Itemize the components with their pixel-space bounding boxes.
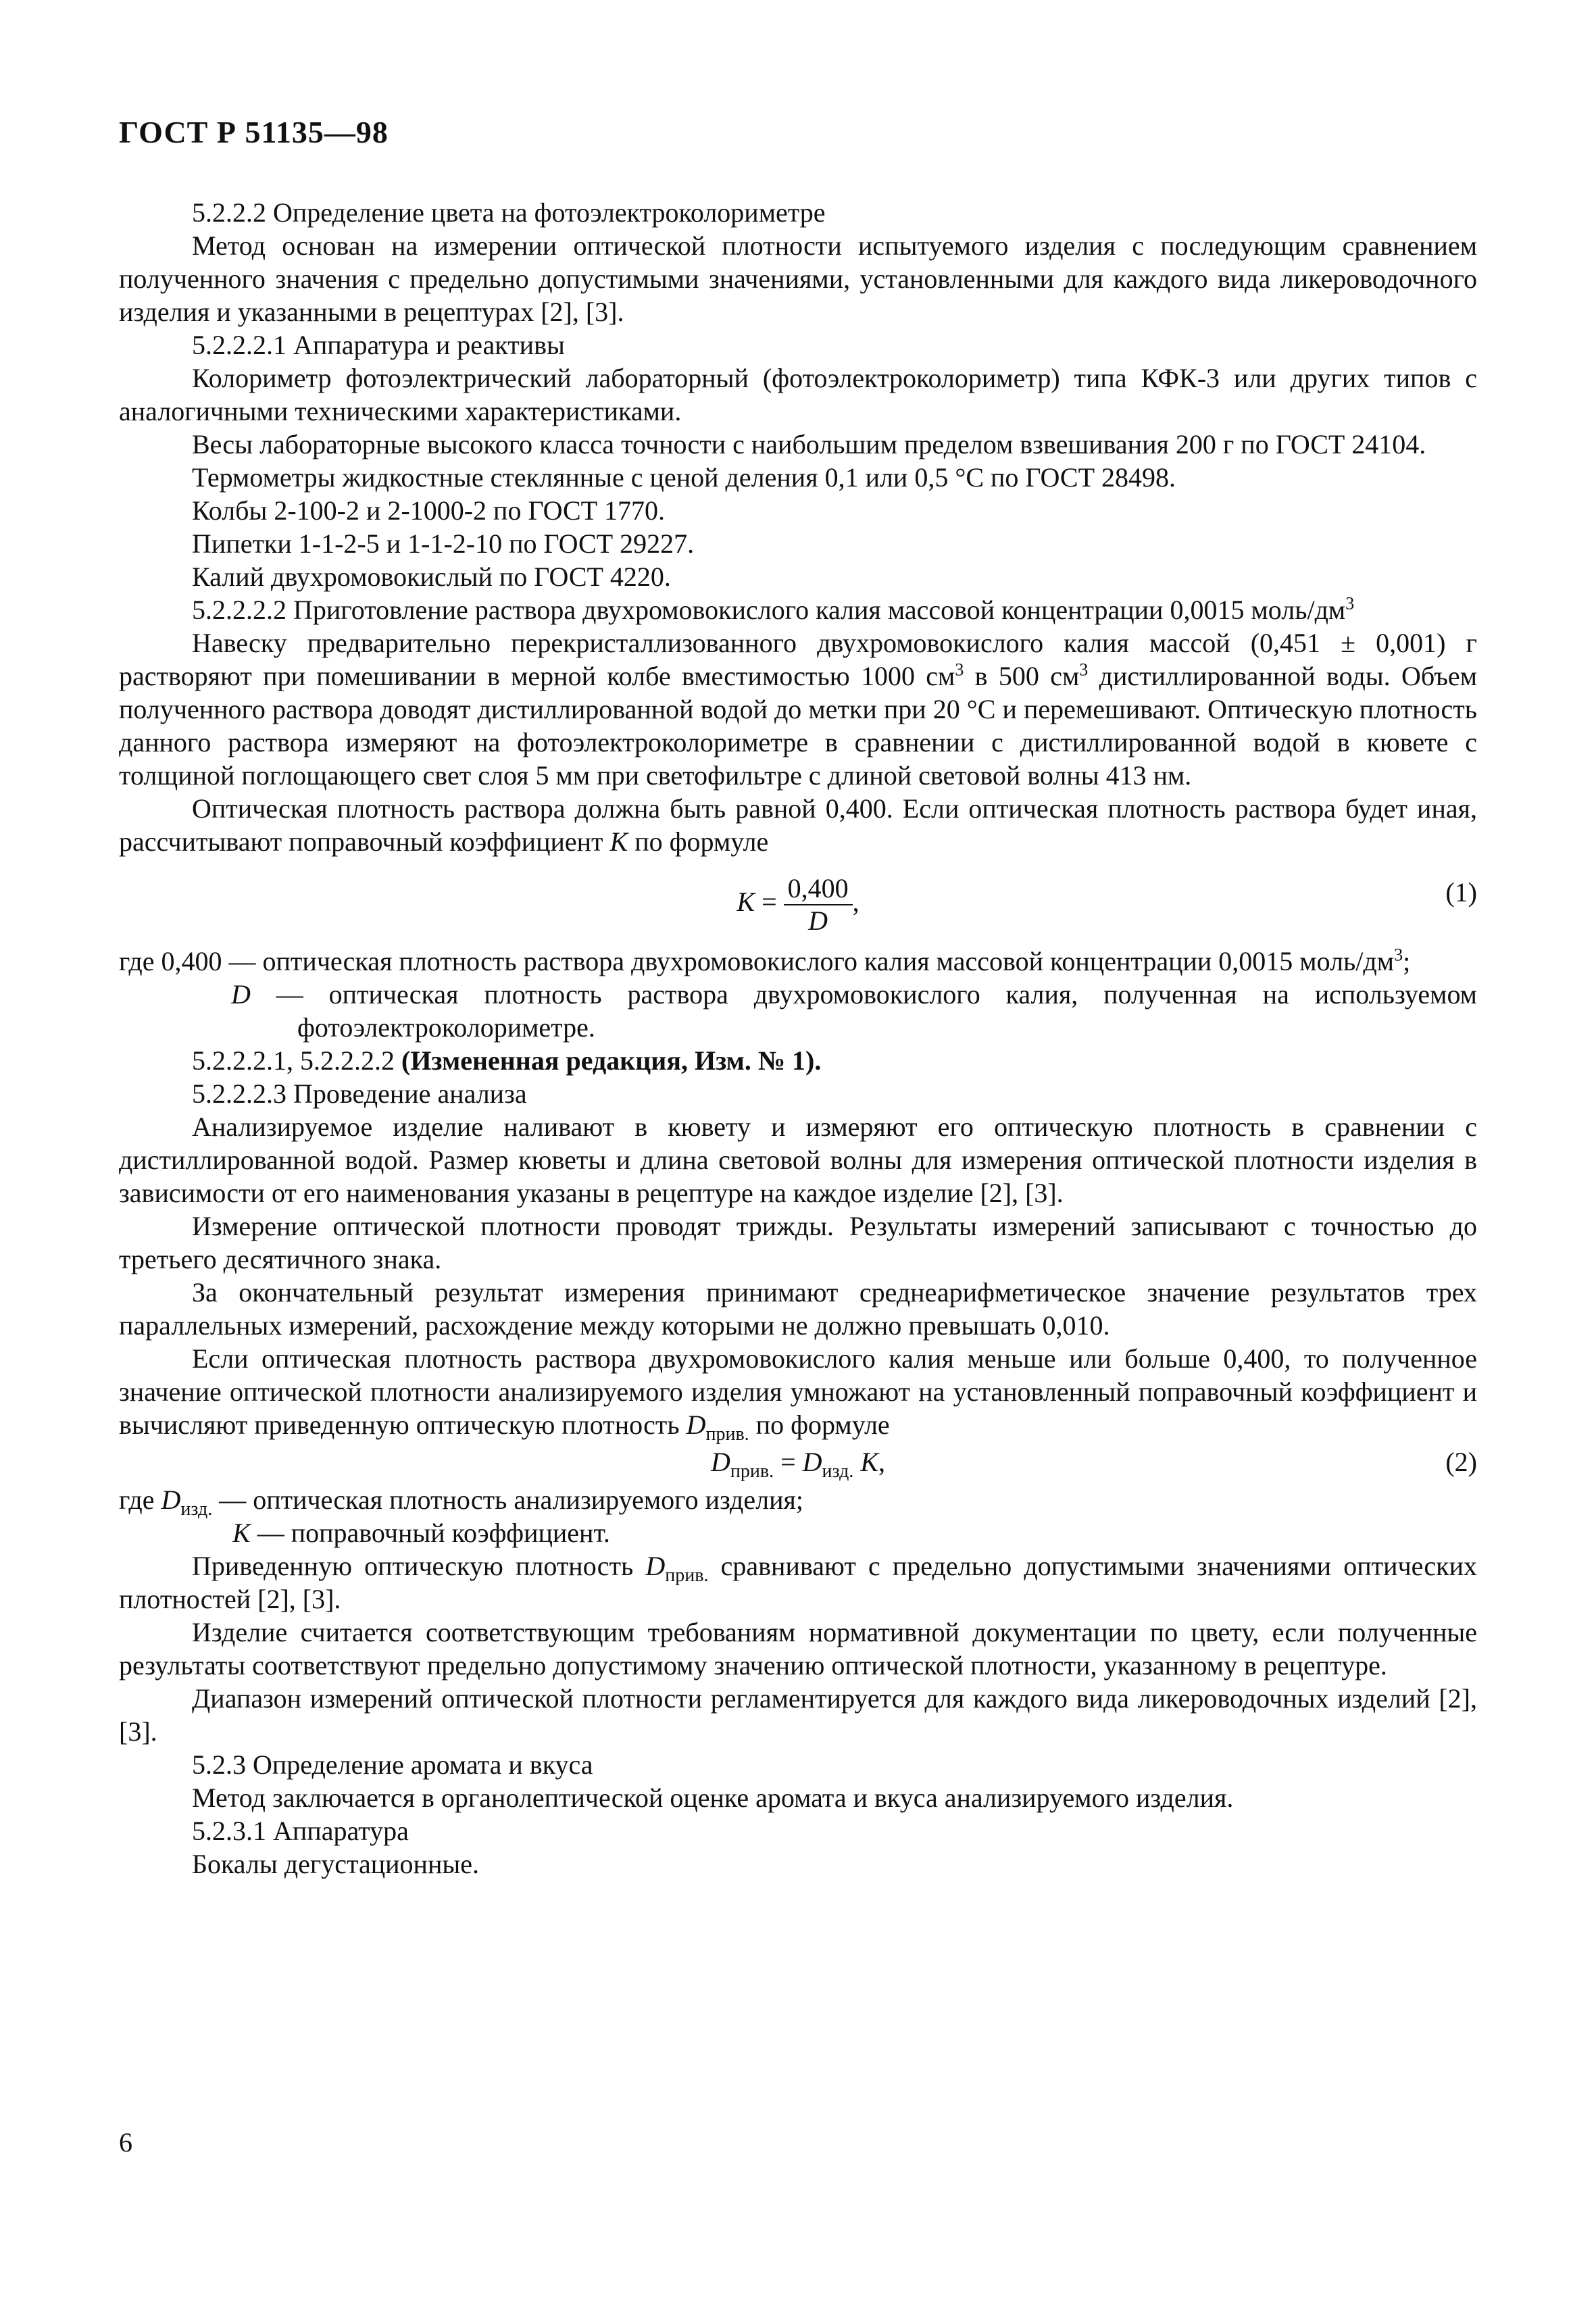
paragraph: Калий двухромовокислый по ГОСТ 4220. [192,562,671,592]
formula-trail: , [878,1447,886,1477]
paragraph: Пипетки 1-1-2-5 и 1-1-2-10 по ГОСТ 29227. [192,528,695,559]
subscript: изд. [822,1461,854,1482]
formula-rhs: D [802,1447,822,1477]
text-run: ; [1403,946,1411,976]
formula-trail: , [852,887,859,918]
text-run: где 0,400 — оптическая плотность раствора двухромовокислого калия массовой концентрации 0,0015 моль/дм [119,946,1395,976]
superscript: 3 [1079,659,1089,680]
subscript: изд. [180,1499,213,1520]
subscript: прив. [665,1565,709,1586]
amendment-note [119,1044,1477,1077]
variable-k: K [609,826,628,857]
where-clause [119,945,1477,978]
section-heading: 5.2.2.2.1 Аппаратура и реактивы [192,330,565,360]
paragraph: Метод основан на измерении оптической плотности испытуемого изделия с последующим сравнением полученного значения с предельно допустимыми значениями, установленными для каждого вида ликероводочного изделия и указанными в рецептурах [2], [3]. [119,230,1477,327]
where-clause [119,978,1477,1044]
formula-1 [119,861,1477,941]
variable-d: D [231,979,251,1010]
formula-lhs: D [710,1447,730,1477]
paragraph: Бокалы дегустационные. [192,1849,479,1879]
superscript: 3 [1394,945,1403,965]
amendment-label: (Измененная редакция, Изм. № 1). [401,1045,822,1076]
paragraph: За окончательный результат измерения принимают среднеарифметическое значение результатов трех параллельных измерений, расхождение между которыми не должно превышать 0,010. [119,1277,1477,1341]
where-clause [119,1516,1477,1549]
paragraph: Колориметр фотоэлектрический лабораторный (фотоэлектроколориметр) типа КФК-3 или других типов с аналогичными техническими характеристиками. [119,363,1477,426]
paragraph: Метод заключается в органолептической оценке аромата и вкуса анализируемого изделия. [192,1783,1234,1813]
text-run: Навеску предварительно перекристаллизованного двухромовокислого калия массой (0,451 ± 0,001) г растворяют при помешивании в мерной колбе вместимостью 1000 см [119,628,1477,691]
paragraph: Изделие считается соответствующим требованиям нормативной документации по цвету, если полученные результаты соответствуют предельно допустимому значению оптической плотности, указанному в рецептуре. [119,1617,1477,1681]
paragraph [119,792,1477,858]
paragraph: Весы лабораторные высокого класса точности с наибольшим пределом взвешивания 200 г по ГОСТ 24104. [192,429,1426,459]
text-run: Приведенную оптическую плотность [192,1551,646,1581]
variable-d: D [645,1551,666,1581]
formula-body [119,1445,1477,1482]
section-heading: 5.2.3.1 Аппаратура [192,1816,409,1846]
fraction-denominator: D [808,905,828,936]
formula-equals: = [774,1447,803,1477]
text-run: 5.2.2.2.1, 5.2.2.2.2 [192,1045,401,1076]
paragraph: Термометры жидкостные стеклянные с ценой деления 0,1 или 0,5 °С по ГОСТ 28498. [192,462,1176,493]
fraction-numerator: 0,400 [784,873,853,905]
section-heading: 5.2.2.2 Определение цвета на фотоэлектроколориметре [192,197,826,228]
formula-lhs: K [737,887,755,918]
subscript: прив. [730,1461,774,1482]
formula-number: (2) [1445,1447,1477,1477]
section-heading: 5.2.3 Определение аромата и вкуса [192,1749,593,1780]
formula-k: K [853,1447,879,1477]
formula-2 [119,1441,1477,1483]
formula-equals: = [755,887,784,918]
paragraph [119,626,1477,792]
text-run: по формуле [628,826,769,857]
text-run: — оптическая плотность раствора двухромовокислого калия, полученная на используемом фотоэлектроколориметре. [250,979,1477,1043]
fraction [784,873,853,937]
section-heading: 5.2.2.2.3 Проведение анализа [192,1078,527,1109]
text-run: дистиллированной воды. Объем полученного раствора доводят дистиллированной водой до метки при 20 °С и перемешивают. Оптическую плотность данного раствора измеряют на фотоэлектроколориметре в сравнении с дистиллированной водой в кювете с толщиной поглощающего свет слоя 5 мм при светофильтре с длиной световой волны 413 нм. [119,661,1478,791]
text-run: Оптическая плотность раствора должна быть равной 0,400. Если оптическая плотность раствора будет иная, рассчитывают поправочный коэффициент [119,793,1477,857]
formula-body [119,873,1477,937]
superscript: 3 [1345,593,1355,614]
section-heading [119,593,1477,626]
paragraph [119,1549,1477,1616]
page-number: 6 [119,2127,132,2158]
text-run: 5.2.2.2.2 Приготовление раствора двухромовокислого калия массовой концентрации 0,0015 моль/дм [192,595,1346,625]
paragraph: Измерение оптической плотности проводят трижды. Результаты измерений записывают с точностью до третьего десятичного знака. [119,1211,1477,1274]
variable-d: D [161,1485,181,1515]
formula-number: (1) [1445,877,1477,907]
variable-d: D [686,1410,706,1440]
text-run: по формуле [749,1410,890,1440]
subscript: прив. [705,1424,749,1445]
paragraph: Анализируемое изделие наливают в кювету и измеряют его оптическую плотность в сравнении с дистиллированной водой. Размер кюветы и длина световой волны для измерения оптической плотности изделия в зависимости от его наименования указаны в рецептуре на каждое изделие [2], [3]. [119,1112,1477,1208]
text-run: в 500 см [964,661,1080,691]
text-run: — поправочный коэффициент. [250,1518,610,1548]
document-page [119,101,1477,1881]
paragraph: Диапазон измерений оптической плотности регламентируется для каждого вида ликероводочных изделий [2], [3]. [119,1683,1477,1747]
superscript: 3 [955,659,964,680]
text-run: сравнивают с предельно допустимыми значениями оптических плотностей [2], [3]. [119,1551,1477,1614]
document-header: ГОСТ Р 51135—98 [119,115,389,149]
where-clause [119,1483,1477,1520]
text-run: Если оптическая плотность раствора двухромовокислого калия меньше или больше 0,400, то полученное значение оптической плотности анализируемого изделия умножают на установленный поправочный коэффициент и вычисляют приведенную оптическую плотность [119,1343,1477,1440]
paragraph: Колбы 2-100-2 и 2-1000-2 по ГОСТ 1770. [192,495,666,526]
text-run: где [119,1485,161,1515]
text-run: — оптическая плотность анализируемого изделия; [212,1485,804,1515]
variable-k: K [232,1518,251,1548]
paragraph [119,1342,1477,1445]
